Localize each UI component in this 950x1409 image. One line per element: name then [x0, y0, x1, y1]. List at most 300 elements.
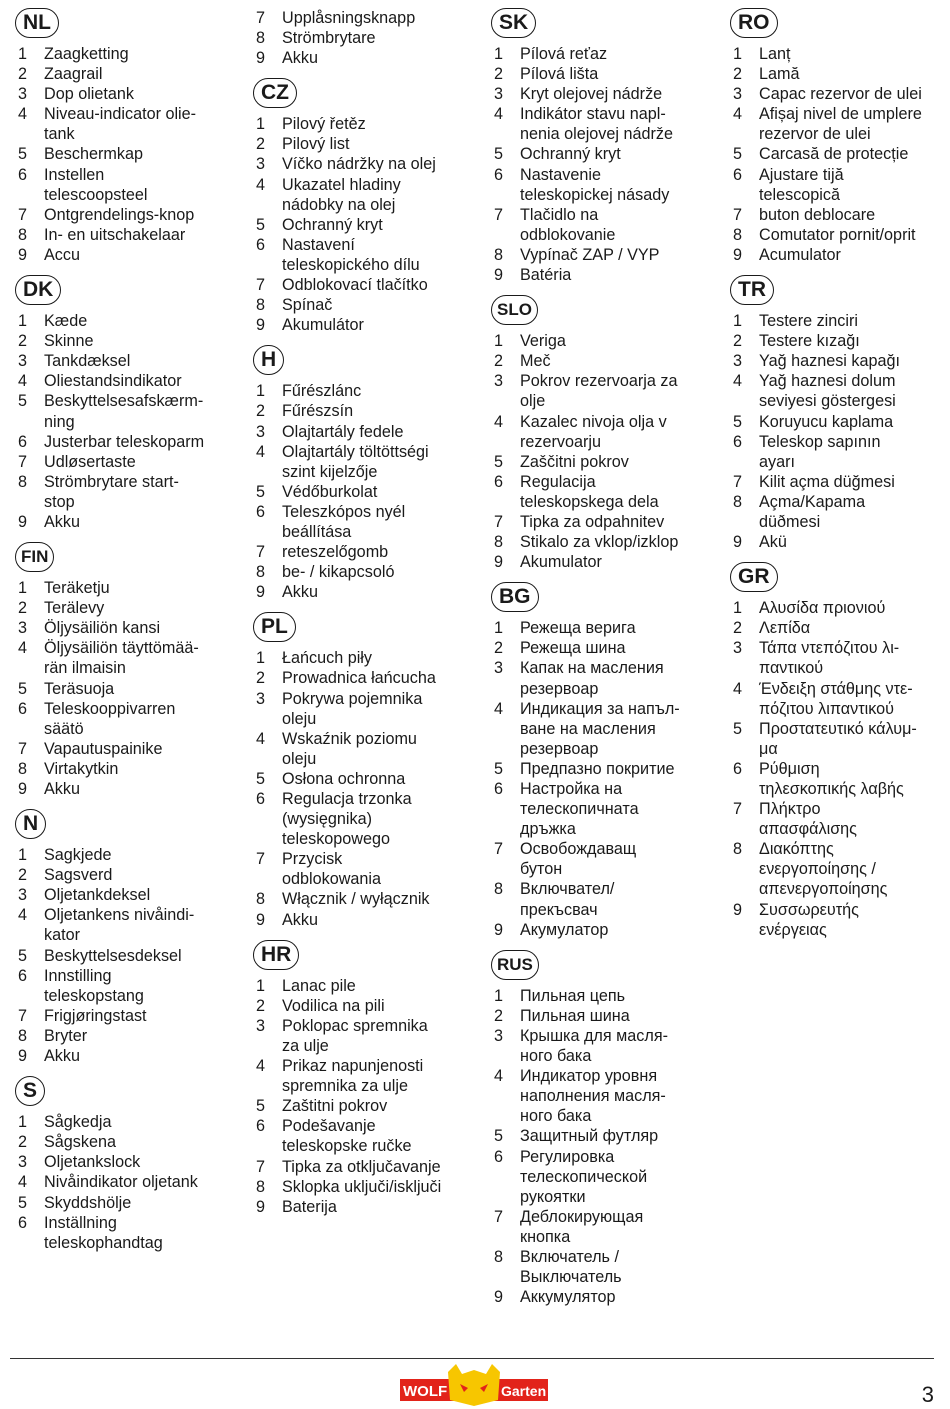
item-number: 5 [494, 452, 504, 471]
list-item [18, 104, 240, 144]
item-number: 6 [18, 699, 28, 718]
language-section-slo [494, 295, 716, 572]
item-label: Strömbrytare start- stop [44, 472, 179, 511]
item-number: 6 [733, 165, 743, 184]
item-number: 3 [18, 886, 28, 905]
item-number: 5 [494, 1127, 504, 1146]
item-label: Skinne [44, 332, 94, 351]
list-item [733, 598, 950, 618]
language-code-badge: GR [730, 562, 778, 592]
list-item [18, 905, 240, 945]
item-label: Odblokovací tlačítko [282, 276, 428, 295]
language-code-badge: RUS [491, 950, 539, 980]
list-item [256, 442, 478, 482]
item-number: 5 [733, 719, 743, 738]
list-item [733, 799, 950, 839]
item-number: 8 [18, 225, 28, 244]
item-number: 3 [256, 689, 266, 708]
item-label: Pílová lišta [520, 65, 599, 84]
item-number: 6 [18, 432, 28, 451]
language-section-s [18, 1076, 240, 1253]
item-number: 8 [18, 1026, 28, 1045]
item-number: 8 [256, 1177, 266, 1196]
item-label: Beskyttelsesafskærm- ning [44, 392, 204, 431]
item-label: Kæde [44, 312, 88, 331]
item-label: Индикация за напъл- ване на масления резервоар [520, 699, 680, 758]
item-number: 9 [494, 1288, 504, 1307]
list-item [494, 839, 716, 879]
item-label: Крышка для масля- ного бака [520, 1026, 668, 1066]
list-item [494, 331, 716, 351]
item-label: Fűrészsín [282, 402, 354, 421]
item-number: 9 [733, 533, 743, 552]
item-label: Justerbar teleskoparm [44, 432, 205, 451]
footer-rule [10, 1358, 934, 1359]
list-item [18, 84, 240, 104]
item-number: 9 [494, 553, 504, 572]
language-section-ro [733, 8, 950, 265]
list-item [256, 562, 478, 582]
item-number: 3 [18, 619, 28, 638]
item-label: Zaagrail [44, 65, 103, 84]
item-number: 4 [256, 1057, 266, 1076]
list-item [494, 245, 716, 265]
item-number: 4 [494, 699, 504, 718]
item-number: 6 [494, 1147, 504, 1166]
list-item [256, 1197, 478, 1217]
language-code-badge: RO [730, 8, 778, 38]
list-item [733, 205, 950, 225]
item-number: 4 [494, 412, 504, 431]
item-number: 8 [256, 563, 266, 582]
item-label: Pokrov rezervoarja za olje [520, 372, 678, 411]
item-number: 1 [18, 45, 28, 63]
item-label: Inställning teleskophandtag [44, 1213, 163, 1252]
item-label: Pokrywa pojemnika oleju [282, 689, 423, 728]
item-label: Terälevy [44, 599, 105, 618]
item-number: 2 [18, 866, 28, 885]
item-label: Oljetankdeksel [44, 886, 151, 905]
item-number: 9 [256, 49, 266, 68]
item-number: 6 [494, 165, 504, 184]
list-item [256, 502, 478, 542]
list-item [494, 512, 716, 532]
item-number: 6 [18, 1213, 28, 1232]
item-label: Açma/Kapama düðmesi [759, 492, 866, 531]
list-item [18, 1132, 240, 1152]
item-label: Nastavení teleskopického dílu [282, 235, 420, 274]
item-number: 7 [494, 512, 504, 531]
list-item [256, 1157, 478, 1177]
parts-list [18, 845, 240, 1066]
item-label: Tipka za otključavanje [282, 1157, 441, 1176]
item-number: 6 [18, 165, 28, 184]
language-code-badge: SK [491, 8, 536, 38]
item-number: 2 [733, 65, 743, 84]
list-item [256, 48, 478, 68]
parts-list [733, 311, 950, 552]
item-label: Λεπίδα [759, 619, 811, 638]
list-item [256, 482, 478, 502]
item-label: Ontgrendelings-knop [44, 205, 195, 224]
column-3 [494, 8, 716, 1317]
language-section-nl [18, 8, 240, 265]
list-item [256, 235, 478, 275]
item-number: 3 [733, 352, 743, 371]
column-1 [18, 8, 240, 1263]
language-code-badge: FIN [15, 542, 54, 572]
list-item [494, 472, 716, 512]
item-label: Kryt olejovej nádrže [520, 85, 663, 104]
item-number: 8 [733, 492, 743, 511]
item-number: 7 [733, 472, 743, 491]
item-label: Oliestandsindikator [44, 372, 182, 391]
item-label: Sklopka uključi/isključi [282, 1177, 442, 1196]
item-label: Prikaz napunjenosti spremnika za ulje [282, 1057, 424, 1096]
item-label: Включвател/ прекъсвач [520, 880, 615, 919]
item-label: Индикатор уровня наполнения масля- ного бака [520, 1067, 666, 1126]
item-label: Védőburkolat [282, 482, 378, 501]
list-item [733, 432, 950, 472]
item-label: Carcasă de protecție [759, 145, 909, 164]
item-label: Ρύθμιση τηλεσκοπικής λαβής [759, 759, 904, 798]
list-item [733, 472, 950, 492]
item-label: Beschermkap [44, 145, 143, 164]
list-item [733, 839, 950, 899]
list-item [18, 865, 240, 885]
item-number: 9 [733, 900, 743, 919]
list-item [494, 618, 716, 638]
parts-list [733, 44, 950, 265]
item-label: Fűrészlánc [282, 382, 362, 401]
list-item [494, 658, 716, 698]
list-item [494, 452, 716, 472]
list-item [18, 245, 240, 265]
item-label: Τάπα ντεπόζιτου λι- παντικού [759, 639, 900, 678]
item-number: 9 [18, 245, 28, 264]
list-item [733, 311, 950, 331]
list-item [18, 371, 240, 391]
item-number: 6 [494, 780, 504, 798]
item-label: Kazalec nivoja olja v rezervoarju [520, 412, 667, 451]
item-number: 3 [733, 85, 743, 104]
item-number: 4 [18, 1173, 28, 1192]
item-label: Prowadnica łańcucha [282, 669, 436, 688]
item-number: 8 [494, 533, 504, 552]
list-item [18, 144, 240, 164]
item-label: Tlačidlo na odblokovanie [520, 205, 616, 244]
list-item [733, 44, 950, 64]
list-item [733, 331, 950, 351]
list-item [733, 351, 950, 371]
item-label: Kilit açma düğmesi [759, 472, 895, 491]
item-label: Oljetankslock [44, 1153, 141, 1172]
item-label: Teräketju [44, 579, 110, 598]
list-item [18, 1172, 240, 1192]
item-label: Koruyucu kaplama [759, 412, 894, 431]
item-label: Testere kızağı [759, 332, 860, 351]
item-number: 1 [494, 45, 504, 63]
list-item [494, 986, 716, 1006]
item-label: Wskaźnik poziomu oleju [282, 729, 417, 768]
item-number: 6 [256, 790, 266, 808]
item-label: Nastavenie teleskopickej násady [520, 165, 670, 204]
list-item [494, 1006, 716, 1026]
list-item [494, 699, 716, 759]
item-number: 8 [733, 225, 743, 244]
list-item [256, 401, 478, 421]
item-label: Режеща верига [520, 619, 636, 638]
item-number: 4 [494, 1067, 504, 1086]
list-item [733, 492, 950, 532]
item-label: Regulacija teleskopskega dela [520, 472, 659, 511]
language-section-dk [18, 275, 240, 532]
item-number: 8 [18, 759, 28, 778]
parts-list [256, 114, 478, 335]
parts-list [256, 648, 478, 929]
item-label: Teräsuoja [44, 679, 115, 698]
item-label: Освобождаващ бутон [520, 840, 637, 879]
list-item [256, 668, 478, 688]
list-item [733, 84, 950, 104]
item-label: Strömbrytare [282, 29, 376, 48]
item-number: 7 [18, 452, 28, 471]
list-item [494, 638, 716, 658]
item-label: Включатель / Выключатель [520, 1247, 622, 1287]
item-number: 6 [256, 235, 266, 254]
list-item [18, 618, 240, 638]
item-label: Αλυσίδα πριονιού [759, 599, 886, 618]
item-label: Sågkedja [44, 1113, 112, 1132]
item-number: 5 [256, 769, 266, 788]
list-item [494, 265, 716, 285]
parts-list [733, 598, 950, 940]
list-item [18, 779, 240, 799]
language-section-fin [18, 542, 240, 799]
item-number: 2 [494, 352, 504, 371]
list-item [18, 1193, 240, 1213]
list-item [733, 532, 950, 552]
item-number: 4 [256, 442, 266, 461]
list-item [494, 371, 716, 411]
item-label: Akü [759, 533, 787, 552]
item-number: 4 [256, 175, 266, 194]
item-number: 4 [733, 372, 743, 391]
list-item [18, 845, 240, 865]
item-number: 7 [256, 9, 266, 27]
parts-list [18, 44, 240, 265]
list-item [733, 165, 950, 205]
language-section-cz [256, 78, 478, 335]
item-number: 6 [733, 432, 743, 451]
item-number: 3 [18, 1153, 28, 1172]
item-number: 1 [18, 312, 28, 331]
item-number: 4 [18, 105, 28, 124]
item-number: 3 [494, 372, 504, 391]
item-number: 6 [256, 1117, 266, 1136]
item-label: Акумулатор [520, 920, 609, 939]
page-number: 3 [921, 1382, 934, 1407]
item-label: Teleskooppivarren säätö [44, 699, 176, 738]
item-number: 4 [733, 105, 743, 124]
item-number: 3 [494, 85, 504, 104]
item-label: Συσσωρευτής ενέργειας [759, 900, 859, 939]
item-number: 9 [256, 910, 266, 929]
item-label: Batéria [520, 266, 572, 285]
item-label: Tipka za odpahnitev [520, 512, 665, 531]
item-label: Instellen telescoopsteel [44, 165, 148, 204]
list-item [256, 381, 478, 401]
list-item [494, 759, 716, 779]
item-number: 8 [256, 890, 266, 909]
list-item [494, 44, 716, 64]
item-label: Frigjøringstast [44, 1006, 147, 1025]
list-item [494, 144, 716, 164]
list-item [494, 84, 716, 104]
list-item [256, 849, 478, 889]
item-number: 8 [256, 29, 266, 48]
item-label: Ukazatel hladiny nádobky na olej [282, 175, 401, 214]
item-label: Yağ haznesi kapağı [759, 352, 900, 371]
item-label: Osłona ochronna [282, 769, 406, 788]
language-section-hr [256, 940, 478, 1217]
list-item [733, 759, 950, 799]
item-label: Предпазно покритие [520, 759, 675, 778]
list-item [494, 64, 716, 84]
list-item [256, 1096, 478, 1116]
list-item [256, 910, 478, 930]
item-number: 5 [18, 679, 28, 698]
item-label: Zaščitni pokrov [520, 452, 629, 471]
list-item [18, 638, 240, 678]
item-number: 1 [256, 115, 266, 134]
logo-wolf-text: WOLF [403, 1383, 448, 1400]
list-item [256, 1177, 478, 1197]
item-label: Akumulátor [282, 316, 364, 335]
list-item [18, 44, 240, 64]
item-label: Spínač [282, 296, 333, 315]
item-label: Skyddshölje [44, 1193, 132, 1212]
parts-list [494, 44, 716, 285]
language-section-pl [256, 612, 478, 929]
list-item [18, 1112, 240, 1132]
item-number: 7 [733, 205, 743, 224]
item-number: 2 [733, 619, 743, 638]
item-number: 5 [18, 392, 28, 411]
item-label: Режеща шина [520, 639, 626, 658]
item-label: Beskyttelsesdeksel [44, 946, 182, 965]
item-label: Vodilica na pili [282, 996, 385, 1015]
list-item [733, 638, 950, 678]
language-section-tr [733, 275, 950, 552]
item-label: Dop olietank [44, 85, 134, 104]
list-item [256, 295, 478, 315]
list-item [18, 759, 240, 779]
item-label: Olajtartály fedele [282, 422, 404, 441]
item-number: 1 [18, 579, 28, 598]
item-label: Upplåsningsknapp [282, 9, 416, 27]
list-item [494, 1026, 716, 1066]
item-label: Διακόπτης ενεργοποίησης / απενεργοποίησης [759, 840, 888, 899]
item-number: 7 [256, 1157, 266, 1176]
language-code-badge: H [253, 345, 284, 375]
parts-list [494, 618, 716, 940]
item-number: 8 [256, 296, 266, 315]
item-label: Víčko nádržky na olej [282, 155, 436, 174]
list-item [733, 618, 950, 638]
item-label: Ochranný kryt [282, 215, 383, 234]
item-number: 2 [494, 1006, 504, 1025]
logo-garten-text: Garten [501, 1383, 547, 1399]
item-label: Pilový řetěz [282, 115, 366, 134]
item-label: Πλήκτρο απασφάλισης [759, 800, 857, 839]
item-label: Baterija [282, 1197, 337, 1216]
item-label: Innstilling teleskopstang [44, 966, 144, 1005]
item-number: 7 [18, 1006, 28, 1025]
list-item [18, 578, 240, 598]
parts-list [494, 331, 716, 572]
item-label: Lanț [759, 45, 791, 63]
item-label: Teleszkópos nyél beállítása [282, 502, 406, 541]
item-label: Аккумулятор [520, 1288, 616, 1307]
item-number: 4 [18, 906, 28, 925]
item-number: 8 [18, 472, 28, 491]
item-label: Zaštitni pokrov [282, 1097, 388, 1116]
language-section-n [18, 809, 240, 1066]
item-number: 7 [18, 205, 28, 224]
item-label: Udløsertaste [44, 452, 136, 471]
list-item [494, 1147, 716, 1207]
item-number: 7 [494, 1207, 504, 1226]
list-item [256, 422, 478, 442]
item-number: 4 [494, 105, 504, 124]
item-number: 9 [494, 920, 504, 939]
item-label: Sagkjede [44, 846, 112, 865]
item-number: 5 [733, 412, 743, 431]
list-item [256, 275, 478, 295]
list-item [18, 739, 240, 759]
item-number: 1 [18, 1113, 28, 1132]
language-code-badge: DK [15, 275, 61, 305]
list-item [494, 412, 716, 452]
item-number: 3 [494, 1026, 504, 1045]
item-label: Ochranný kryt [520, 145, 621, 164]
language-section-h [256, 345, 478, 602]
item-number: 1 [256, 649, 266, 668]
item-number: 2 [18, 1133, 28, 1152]
item-label: Sågskena [44, 1133, 116, 1152]
item-label: buton deblocare [759, 205, 876, 224]
list-item [18, 452, 240, 472]
item-label: Vypínač ZAP / VYP [520, 245, 660, 264]
list-item [256, 28, 478, 48]
item-label: Akku [44, 512, 80, 531]
item-number: 9 [18, 512, 28, 531]
item-number: 2 [18, 65, 28, 84]
item-number: 7 [494, 840, 504, 859]
item-label: Lamă [759, 65, 800, 84]
list-item [494, 104, 716, 144]
item-number: 6 [494, 472, 504, 491]
item-label: Akku [282, 49, 318, 68]
language-section-continued [256, 8, 478, 68]
item-label: Indikátor stavu napl- nenia olejovej nádrže [520, 105, 673, 144]
item-label: Oljetankens nivåindi- kator [44, 906, 195, 945]
item-number: 7 [256, 276, 266, 295]
item-number: 4 [256, 729, 266, 748]
item-label: Vapautuspainike [44, 739, 163, 758]
list-item [256, 215, 478, 235]
